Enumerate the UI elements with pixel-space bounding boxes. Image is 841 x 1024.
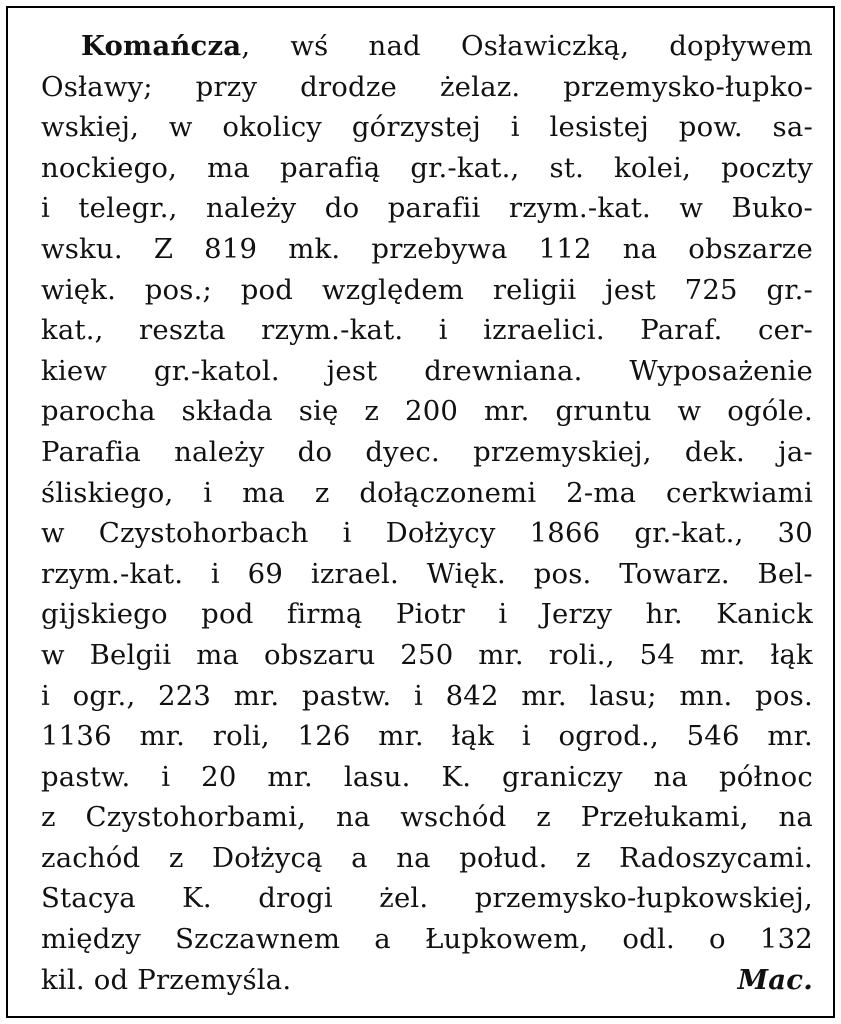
entry-word: i [521, 720, 531, 753]
entry-word: lesistej [549, 111, 650, 144]
entry-word: ogóle. [727, 395, 813, 428]
entry-word: ja- [778, 435, 813, 468]
entry-word: w [677, 395, 702, 428]
entry-word: mr. [267, 760, 313, 793]
entry-word: więk. [41, 273, 117, 306]
entry-word: gr.-kat., [634, 517, 744, 550]
entry-line-11 [41, 432, 813, 473]
entry-word: drewniana. [424, 354, 583, 387]
entry-word: gr.-kat., [410, 151, 520, 184]
entry-word: jest [326, 354, 378, 387]
entry-word: 223 [158, 679, 212, 712]
entry-word: mr. [521, 679, 567, 712]
entry-line-1 [41, 26, 813, 67]
entry-word: 819 [204, 232, 258, 265]
entry-line-5 [41, 188, 813, 229]
entry-word: dyec. [365, 435, 440, 468]
encyclopedia-entry [41, 26, 813, 1000]
entry-word: roli, [212, 720, 270, 753]
entry-word: religii [492, 273, 577, 306]
entry-word: parocha [41, 395, 156, 428]
entry-word: graniczy [502, 760, 623, 793]
entry-word: z [536, 801, 551, 834]
entry-word: odl. [622, 923, 675, 956]
entry-word: 1136 [41, 720, 112, 753]
entry-word: i [438, 314, 448, 347]
entry-word: pastw. [301, 679, 392, 712]
entry-word: firmą [286, 598, 363, 631]
entry-word: Buko- [731, 192, 813, 225]
entry-word: do [324, 192, 360, 225]
entry-word: przemysko-łupko- [563, 70, 813, 103]
entry-word: wś [290, 30, 329, 62]
entry-word: Z [153, 232, 174, 265]
entry-word: 842 [445, 679, 499, 712]
entry-word: Szczawnem [175, 923, 341, 956]
entry-word: pod [240, 273, 294, 306]
entry-word: mr. [233, 679, 280, 712]
entry-word: K. [182, 882, 212, 915]
entry-word: i [41, 679, 50, 712]
entry-line-21 [41, 838, 813, 879]
entry-word: Towarz. [619, 557, 730, 590]
entry-line-24 [41, 960, 813, 1001]
entry-word: przy [195, 70, 258, 103]
entry-word: na [778, 801, 813, 834]
entry-word: drogi [258, 882, 333, 915]
entry-word: i [210, 557, 220, 590]
entry-word: ma [207, 151, 250, 184]
entry-word: reszta [139, 314, 226, 347]
entry-word: 69 [247, 557, 284, 590]
entry-word: gr.- [766, 273, 813, 306]
entry-line-17 [41, 676, 813, 717]
entry-word: obszaru [263, 638, 376, 671]
entry-word: i [161, 760, 171, 793]
entry-word: śliskiego, [41, 476, 174, 509]
entry-word: Kanick [716, 598, 813, 631]
entry-line-15 [41, 594, 813, 635]
entry-word: Paraf. [640, 314, 723, 347]
entry-word: izrael. [310, 557, 399, 590]
entry-line-14 [41, 554, 813, 595]
entry-word: względem [321, 273, 465, 306]
entry-word: należy [206, 192, 297, 225]
entry-line-16 [41, 635, 813, 676]
entry-word: wschód [400, 801, 507, 834]
entry-word: i [342, 517, 352, 550]
entry-word: górzystej [351, 111, 481, 144]
entry-word: mr. [699, 638, 746, 671]
entry-word: 725 [684, 273, 738, 306]
entry-word: połud. [459, 841, 548, 874]
entry-line-10 [41, 391, 813, 432]
entry-word: mr. [139, 720, 186, 753]
entry-word: Osławy; [41, 70, 153, 103]
entry-line-20 [41, 797, 813, 838]
entry-word: i [498, 598, 508, 631]
entry-word: z [314, 476, 330, 509]
entry-word: i [510, 111, 520, 144]
entry-word: kat., [41, 314, 104, 347]
entry-word: wsku. [41, 232, 123, 265]
entry-word: a [374, 923, 391, 956]
entry-word: cerkwiami [666, 476, 813, 509]
entry-line-12 [41, 473, 813, 514]
entry-word: mn. [679, 679, 733, 712]
entry-word: nockiego, [41, 151, 178, 184]
entry-word: mr. [378, 720, 424, 753]
entry-word: a [351, 841, 368, 874]
entry-word: na [335, 801, 371, 834]
entry-word: 1866 [529, 517, 601, 550]
entry-word: okolicy [222, 111, 323, 144]
entry-word: Belgii [89, 638, 172, 671]
entry-word: przebywa [371, 232, 508, 265]
entry-line-7 [41, 270, 813, 311]
entry-word: na [622, 232, 658, 265]
entry-word: parafią [280, 151, 381, 184]
entry-word: 546 [686, 720, 740, 753]
entry-word: mr. [484, 395, 530, 428]
entry-word: rzym.-kat. [41, 557, 184, 590]
entry-word: telegr., [78, 192, 178, 225]
entry-word: parafii [387, 192, 481, 225]
entry-word: się [298, 395, 339, 428]
entry-word: z [364, 395, 380, 428]
entry-word: nad [368, 30, 421, 62]
entry-word: rzym.-kat. [261, 314, 404, 347]
entry-word: Wyposażenie [629, 354, 813, 387]
entry-line-23 [41, 919, 813, 960]
entry-word: należy [174, 435, 265, 468]
entry-word: dek. [684, 435, 745, 468]
entry-line-9 [41, 351, 813, 392]
entry-word: składa [181, 395, 273, 428]
entry-title: Komańcza [81, 30, 242, 62]
entry-word: K. [441, 760, 472, 793]
entry-word: w [41, 517, 65, 550]
entry-word: na [653, 760, 689, 793]
entry-word: Przełukami, [580, 801, 749, 834]
entry-word: mr. [767, 720, 813, 753]
entry-line-18 [41, 716, 813, 757]
entry-word: Stacya [41, 882, 136, 915]
entry-line-8 [41, 310, 813, 351]
entry-word: zachód [41, 841, 141, 874]
entry-word: pod [201, 598, 254, 631]
entry-word: kiew [41, 354, 108, 387]
entry-word: pastw. [41, 760, 131, 793]
entry-word: do [297, 435, 333, 468]
entry-word: między [41, 923, 141, 956]
page-frame [6, 6, 835, 1018]
entry-word: st. [549, 151, 585, 184]
entry-word: Radoszycami. [619, 841, 813, 874]
entry-word: pos. [755, 679, 813, 712]
entry-word: Jerzy [540, 598, 613, 631]
entry-line-4 [41, 148, 813, 189]
entry-word: poczty [721, 151, 813, 184]
entry-word: i [413, 679, 423, 712]
entry-word: rzym.-kat. [508, 192, 651, 225]
entry-word: Piotr [395, 598, 465, 631]
entry-word: 250 [400, 638, 454, 671]
entry-word: mr. [478, 638, 524, 671]
entry-word: gruntu [555, 395, 652, 428]
entry-word: północ [719, 760, 813, 793]
entry-word: Czystohorbami, [85, 801, 307, 834]
entry-word: Czystohorbach [98, 517, 309, 550]
entry-word: sa- [772, 111, 813, 144]
entry-word: hr. [645, 598, 683, 631]
entry-word: Łupkowem, [424, 923, 589, 956]
entry-word: 112 [538, 232, 592, 265]
entry-word: żel. [379, 882, 429, 915]
entry-word: i [203, 476, 213, 509]
entry-word: gijskiego [41, 598, 168, 631]
entry-word: 20 [201, 760, 237, 793]
entry-word: ma [242, 476, 285, 509]
entry-word: 54 [639, 638, 675, 671]
entry-word: w [168, 111, 193, 144]
entry-word: 2-ma [566, 476, 637, 509]
entry-word: Osławiczką, [460, 30, 630, 62]
entry-word: w [679, 192, 704, 225]
entry-word: lasu. [343, 760, 411, 793]
entry-word: 126 [297, 720, 351, 753]
entry-word: i [41, 192, 50, 225]
entry-line-13 [41, 513, 813, 554]
entry-word: przemysko-łupkowskiej, [474, 882, 813, 915]
entry-word: łąk [451, 720, 495, 753]
entry-word: roli., [548, 638, 615, 671]
entry-word: Parafia [41, 435, 141, 468]
entry-word: na [396, 841, 431, 874]
entry-line-19 [41, 757, 813, 798]
entry-word: z [576, 841, 591, 874]
entry-word: w [41, 638, 65, 671]
entry-word: z [41, 801, 56, 834]
entry-line-2 [41, 67, 813, 108]
entry-word: 200 [405, 395, 459, 428]
entry-line-text: kil. od Przemyśla. [41, 963, 292, 996]
entry-word: Dołżycą [211, 841, 323, 874]
entry-word: drodze [300, 70, 398, 103]
entry-word: kolei, [614, 151, 692, 184]
entry-word: 30 [777, 517, 813, 550]
entry-word: dopływem [669, 30, 813, 62]
entry-word: pos.; [144, 273, 213, 306]
entry-word: Komańcza, [81, 30, 251, 62]
entry-word: cer- [758, 314, 813, 347]
entry-word: gr.-katol. [153, 354, 280, 387]
entry-word: ogrod., [558, 720, 659, 753]
entry-word: dołączonemi [359, 476, 537, 509]
entry-word: izraelici. [483, 314, 605, 347]
entry-word: żelaz. [439, 70, 521, 103]
entry-word: pos. [533, 557, 592, 590]
entry-line-6 [41, 229, 813, 270]
author-signature: Mac. [737, 963, 813, 996]
entry-word: przemyskiej, [473, 435, 652, 468]
entry-word: lasu; [589, 679, 657, 712]
entry-line-22 [41, 878, 813, 919]
entry-word: Więk. [426, 557, 506, 590]
entry-word: łąk [770, 638, 813, 671]
entry-line-3 [41, 107, 813, 148]
entry-word: obszarze [688, 232, 813, 265]
entry-word: z [168, 841, 184, 874]
entry-word: Dołżycy [385, 517, 496, 550]
entry-word: Bel- [757, 557, 813, 590]
entry-word: ma [196, 638, 240, 671]
entry-word: jest [605, 273, 656, 306]
entry-word: wskiej, [41, 111, 140, 144]
entry-word: ogr., [72, 679, 136, 712]
entry-word: mk. [288, 232, 341, 265]
entry-word: pow. [678, 111, 743, 144]
entry-word: o [709, 923, 726, 956]
entry-word: 132 [759, 923, 813, 956]
